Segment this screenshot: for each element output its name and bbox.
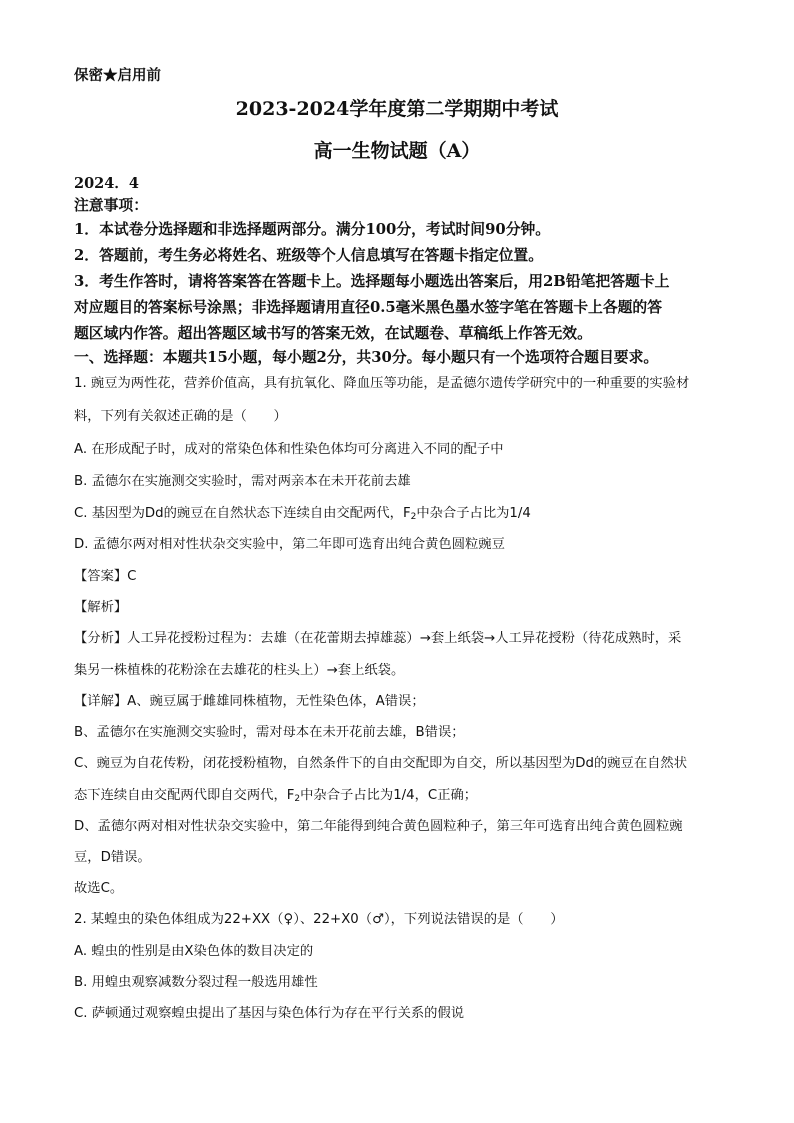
note-2: 2．答题前，考生务必将姓名、班级等个人信息填写在答题卡指定位置。 bbox=[74, 247, 544, 264]
q1-detail-d-cont: 豆，D错误。 bbox=[74, 850, 151, 865]
q2-stem: 2. 某蝗虫的染色体组成为22+XX（♀）、22+X0（♂），下列说法错误的是（ ） bbox=[74, 912, 564, 927]
q1-option-a: A. 在形成配子时，成对的常染色体和性染色体均可分离进入不同的配子中 bbox=[74, 442, 504, 457]
note-1: 1．本试卷分选择题和非选择题两部分。满分100分，考试时间90分钟。 bbox=[74, 221, 551, 238]
q1-stem-line-2: 料，下列有关叙述正确的是（ ） bbox=[74, 409, 287, 424]
q2-option-c: C. 萨顿通过观察蝗虫提出了基因与染色体行为存在平行关系的假说 bbox=[74, 1006, 465, 1021]
q1-option-b: B. 孟德尔在实施测交实验时，需对两亲本在未开花前去雄 bbox=[74, 474, 411, 489]
note-3-line-1: 3．考生作答时，请将答案答在答题卡上。选择题每小题选出答案后，用2B铅笔把答题卡上 bbox=[74, 273, 670, 290]
q1-analysis-line-2: 集另一株植株的花粉涂在去雄花的柱头上）→套上纸袋。 bbox=[74, 663, 405, 678]
q1-detail-c-cont: 态下连续自由交配两代即自交两代，$F_2$中杂合子占比为1/4，C正确； bbox=[74, 788, 478, 804]
q1-stem-line-1: 1. 豌豆为两性花，营养价值高，具有抗氧化、降血压等功能，是孟德尔遗传学研究中的一种重要的实验材 bbox=[74, 376, 690, 391]
exam-date: 2024．4 bbox=[74, 175, 139, 192]
q1-option-d: D. 孟德尔两对相对性状杂交实验中，第二年即可选育出纯合黄色圆粒豌豆 bbox=[74, 537, 505, 552]
confidential-label: 保密★启用前 bbox=[74, 67, 161, 84]
exam-subtitle: 高一生物试题（A） bbox=[313, 140, 481, 162]
section-heading: 一、选择题：本题共15小题，每小题2分，共30分。每小题只有一个选项符合题目要求。 bbox=[74, 349, 659, 366]
q1-analysis-tag: 【解析】 bbox=[74, 600, 128, 615]
q2-option-b: B. 用蝗虫观察减数分裂过程一般选用雄性 bbox=[74, 975, 318, 990]
q1-detail-c: C、豌豆为自花传粉，闭花授粉植物，自然条件下的自由交配即为自交，所以基因型为Dd的豌豆在自然状 bbox=[74, 756, 688, 771]
q1-detail-a: 【详解】A、豌豆属于雌雄同株植物，无性染色体，A错误； bbox=[74, 694, 425, 709]
note-3-line-2: 对应题目的答案标号涂黑；非选择题请用直径0.5毫米黑色墨水签字笔在答题卡上各题的答 bbox=[74, 299, 663, 316]
q1-option-c: C. 基因型为Dd的豌豆在自然状态下连续自由交配两代，$F_2$中杂合子占比为1/4 bbox=[74, 506, 531, 522]
q1-conclusion: 故选C。 bbox=[74, 881, 124, 896]
q1-detail-b: B、孟德尔在实施测交实验时，需对母本在未开花前去雄，B错误； bbox=[74, 725, 465, 740]
notes-heading: 注意事项： bbox=[74, 197, 148, 214]
note-3-line-3: 题区域内作答。超出答题区域书写的答案无效，在试题卷、草稿纸上作答无效。 bbox=[74, 325, 592, 342]
q1-answer: 【答案】C bbox=[74, 569, 137, 584]
exam-title: 2023-2024学年度第二学期期中考试 bbox=[235, 98, 559, 120]
q1-detail-d: D、孟德尔两对相对性状杂交实验中，第二年能得到纯合黄色圆粒种子，第三年可选育出纯合黄色圆粒豌 bbox=[74, 819, 683, 834]
q1-analysis-line-1: 【分析】人工异花授粉过程为：去雄（在花蕾期去掉雄蕊）→套上纸袋→人工异花授粉（待花成熟时，采 bbox=[74, 631, 682, 646]
q2-option-a: A. 蝗虫的性别是由X染色体的数目决定的 bbox=[74, 944, 314, 959]
